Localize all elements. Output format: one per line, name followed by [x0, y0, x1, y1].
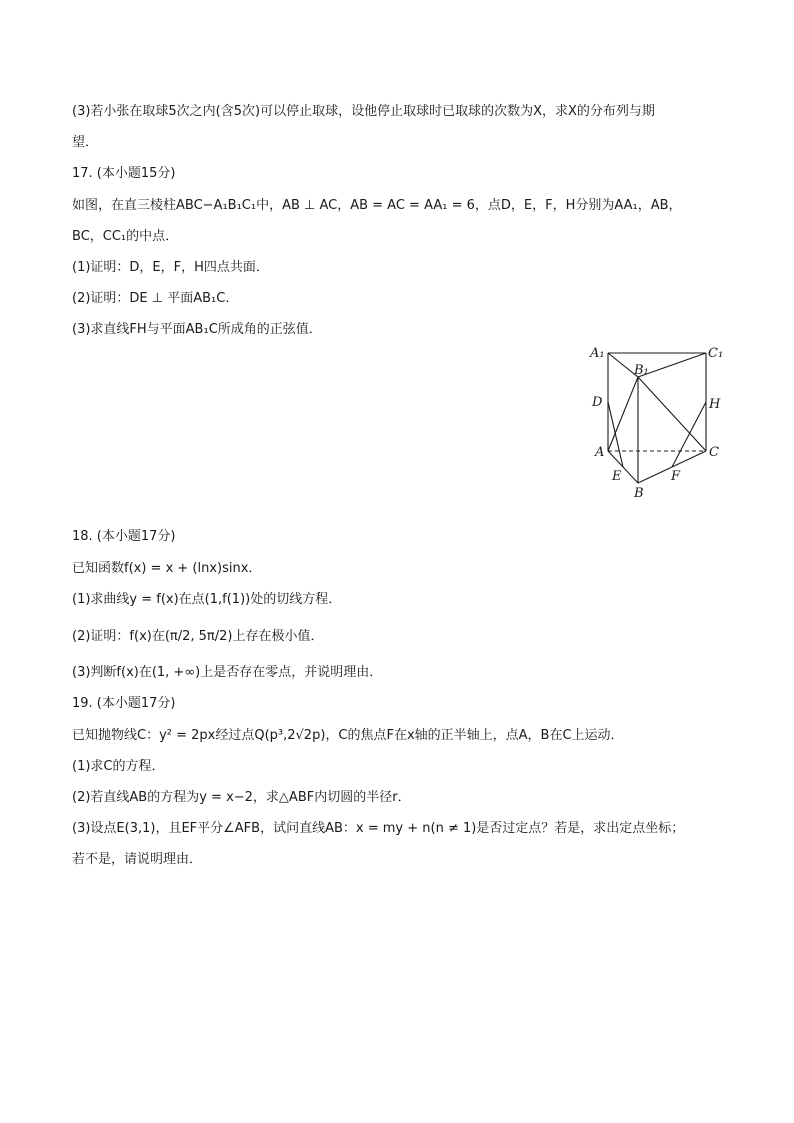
label-a: A [595, 445, 605, 460]
problem16-part3-line2: 望． [72, 135, 99, 150]
problem19-part1: (1)求C的方程． [72, 759, 165, 774]
problem18-part3: (3)判断f(x)在(1, +∞)上是否存在零点，并说明理由． [72, 665, 383, 680]
problem17-heading: 17. (本小题15分) [72, 166, 176, 181]
prism-figure [588, 340, 728, 505]
label-d: D [592, 395, 603, 410]
problem17-part3: (3)求直线FH与平面AB₁C所成角的正弦值． [72, 322, 322, 337]
problem19-part3-line1: (3)设点E(3,1)，且EF平分∠AFB，试问直线AB：x = my + n(n ≠ 1)是否过定点？若是，求出定点坐标； [72, 821, 685, 836]
problem18-heading: 18. (本小题17分) [72, 529, 176, 544]
label-a1: A₁ [590, 346, 605, 361]
problem17-statement-line2: BC，CC₁的中点． [72, 229, 179, 244]
label-h: H [709, 397, 721, 412]
problem19-heading: 19. (本小题17分) [72, 696, 176, 711]
problem17-part2: (2)证明：DE ⊥ 平面AB₁C. [72, 291, 230, 306]
label-b: B [634, 486, 644, 501]
label-c1: C₁ [708, 346, 724, 361]
label-f: F [671, 469, 681, 484]
problem17-statement-line1: 如图，在直三棱柱ABC−A₁B₁C₁中，AB ⊥ AC，AB = AC = AA₁ = 6，点D，E，F，H分别为AA₁，AB， [72, 198, 682, 213]
problem19-statement: 已知抛物线C：y² = 2px经过点Q(p³,2√2p)，C的焦点F在x轴的正半轴上，点A，B在C上运动． [72, 728, 624, 743]
label-e: E [612, 469, 622, 484]
problem18-part2: (2)证明：f(x)在(π/2, 5π/2)上存在极小值． [72, 629, 324, 644]
problem16-part3-line1: (3)若小张在取球5次之内(含5次)可以停止取球，设他停止取球时已取球的次数为X，求X的分布列与期 [72, 104, 655, 119]
label-c: C [709, 445, 719, 460]
problem19-part3-line2: 若不是，请说明理由． [72, 852, 203, 867]
label-b1: B₁ [634, 363, 649, 378]
problem18-part1: (1)求曲线y = f(x)在点(1,f(1))处的切线方程． [72, 592, 342, 607]
problem17-part1: (1)证明：D，E，F，H四点共面． [72, 260, 269, 275]
problem18-statement: 已知函数f(x) = x + (lnx)sinx． [72, 561, 262, 576]
prism-diagram [588, 340, 728, 505]
problem19-part2: (2)若直线AB的方程为y = x−2，求△ABF内切圆的半径r． [72, 790, 411, 805]
